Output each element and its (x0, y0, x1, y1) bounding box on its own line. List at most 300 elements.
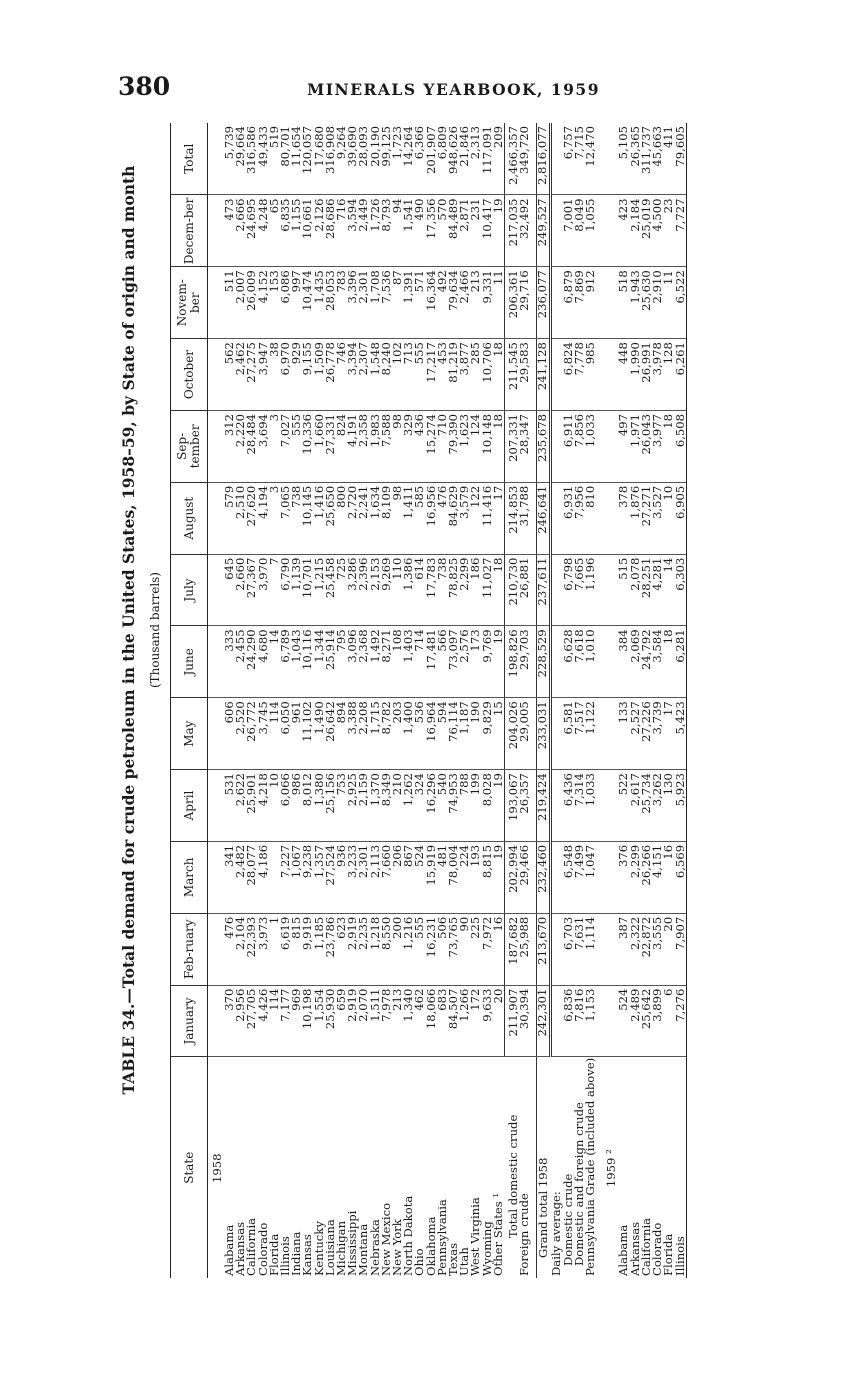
cell-value: 7,978 (381, 985, 392, 1057)
row-label: Pennsylvania (434, 1199, 449, 1276)
cell-value: 1,185 (314, 913, 325, 985)
cell-value: 27,620 (246, 482, 257, 554)
cell-value: 25,901 (246, 770, 257, 842)
cell-value: 585 (414, 482, 425, 554)
cell-value: 476 (224, 913, 235, 985)
cell-value: 98 (392, 410, 403, 482)
cell-value: 10,198 (302, 985, 313, 1057)
cell-value: 8,815 (482, 841, 493, 913)
cell-value: 87 (392, 267, 403, 339)
cell-value: 19 (493, 841, 505, 913)
cell-value: 436 (414, 410, 425, 482)
cell-value: 1,943 (630, 267, 641, 339)
section-heading: 1958 (209, 1153, 224, 1183)
cell-value: 6,931 (563, 482, 574, 554)
section-heading: 1959 ² (604, 1149, 619, 1188)
cell-value: 515 (618, 554, 629, 626)
cell-value: 6,548 (563, 841, 574, 913)
cell-value: 1,490 (314, 698, 325, 770)
cell-value: 7,536 (381, 267, 392, 339)
cell-value: 6,569 (675, 841, 687, 913)
cell-value: 8,109 (381, 482, 392, 554)
cell-value: 7,001 (563, 195, 574, 267)
cell-value: 912 (585, 267, 596, 339)
cell-value: 710 (437, 410, 448, 482)
column-header: March (171, 841, 208, 913)
cell-value: 2,069 (630, 626, 641, 698)
cell-value: 16 (663, 841, 674, 913)
cell-value: 522 (618, 770, 629, 842)
cell-value: 124 (470, 410, 481, 482)
cell-value: 25,642 (641, 985, 652, 1057)
cell-value: 4,281 (652, 554, 663, 626)
cell-value: 26,357 (519, 770, 530, 842)
cell-value: 810 (585, 482, 596, 554)
cell-value: 316,908 (325, 123, 336, 195)
cell-value: 6,281 (675, 626, 687, 698)
column-header: Decem-ber (171, 195, 208, 267)
cell-value: 18,066 (426, 985, 437, 1057)
column-header: August (171, 482, 208, 554)
cell-value: 7,816 (574, 985, 585, 1057)
cell-value: 241,128 (537, 339, 550, 411)
cell-value: 5,739 (224, 123, 235, 195)
cell-value: 6,809 (437, 123, 448, 195)
row-label: North Dakota (401, 1195, 416, 1276)
cell-value: 11 (493, 267, 505, 339)
cell-value: 20 (493, 985, 505, 1057)
cell-value: 23 (663, 195, 674, 267)
cell-value: 108 (392, 626, 403, 698)
cell-value: 7,499 (574, 841, 585, 913)
cell-value: 9,238 (302, 841, 313, 913)
cell-value: 7,727 (675, 195, 687, 267)
row-label: Florida (266, 1233, 281, 1276)
cell-value: 555 (414, 913, 425, 985)
cell-value: 7,972 (482, 913, 493, 985)
cell-value: 2,368 (358, 626, 369, 698)
cell-value: 10,706 (482, 339, 493, 411)
cell-value: 6,905 (675, 482, 687, 554)
cell-value: 28,251 (641, 554, 652, 626)
cell-value: 9,269 (381, 554, 392, 626)
cell-value: 7,778 (574, 339, 585, 411)
cell-value: 211,907 (505, 985, 520, 1057)
cell-value: 16,364 (426, 267, 437, 339)
column-header: April (171, 770, 208, 842)
cell-value: 173 (470, 626, 481, 698)
row-label: Foreign crude (517, 1193, 532, 1276)
table-row (537, 123, 550, 1278)
cell-value: 4,194 (258, 482, 269, 554)
column-header: Novem-ber (171, 267, 208, 339)
cell-value: 3,286 (347, 554, 358, 626)
cell-value: 19 (493, 626, 505, 698)
cell-value: 985 (585, 339, 596, 411)
cell-value: 16 (493, 913, 505, 985)
cell-value: 29,703 (519, 626, 530, 698)
row-label: Montana (356, 1223, 371, 1276)
cell-value: 224 (459, 841, 470, 913)
cell-value: 1,357 (314, 841, 325, 913)
cell-value: 2,455 (235, 626, 246, 698)
cell-value: 2,482 (235, 841, 246, 913)
cell-value: 815 (291, 913, 302, 985)
cell-value: 25,458 (325, 554, 336, 626)
table-container (170, 123, 810, 1278)
cell-value: 10,148 (482, 410, 493, 482)
table-row (519, 123, 530, 1278)
row-label: Illinois (278, 1236, 293, 1276)
cell-value: 206,361 (505, 267, 520, 339)
cell-value: 1,400 (403, 698, 414, 770)
cell-value: 80,701 (280, 123, 291, 195)
cell-value: 1,492 (370, 626, 381, 698)
cell-value: 249,527 (537, 195, 550, 267)
row-label: Indiana (289, 1231, 304, 1276)
cell-value: 228,529 (537, 626, 550, 698)
cell-value: 6,757 (563, 123, 574, 195)
cell-value: 120,057 (302, 123, 313, 195)
cell-value: 1,055 (585, 195, 596, 267)
cell-value: 193,067 (505, 770, 520, 842)
cell-value: 10,336 (302, 410, 313, 482)
cell-value: 2,466,357 (505, 123, 520, 195)
cell-value: 14,264 (403, 123, 414, 195)
column-header: October (171, 339, 208, 411)
cell-value: 948,626 (448, 123, 459, 195)
row-label: Arkansas (627, 1221, 642, 1276)
row-label: Illinois (675, 1057, 687, 1278)
cell-value: 14 (663, 554, 674, 626)
cell-value: 1,708 (370, 267, 381, 339)
cell-value: 8,049 (574, 195, 585, 267)
cell-value: 7,856 (574, 410, 585, 482)
cell-value: 27,705 (246, 985, 257, 1057)
cell-value: 2,159 (358, 770, 369, 842)
cell-value: 11,416 (482, 482, 493, 554)
rotated-table (170, 123, 810, 1278)
cell-value: 8,550 (381, 913, 392, 985)
cell-value: 3,233 (347, 841, 358, 913)
row-label: Oklahoma (423, 1216, 438, 1276)
row-label: Pennsylvania Grade (included above) (583, 1057, 598, 1276)
cell-value: 214,853 (505, 482, 520, 554)
cell-value: 7,869 (574, 267, 585, 339)
cell-value: 45,663 (652, 123, 663, 195)
cell-value: 316,586 (246, 123, 257, 195)
cell-value: 1,187 (459, 698, 470, 770)
cell-value: 1,262 (403, 770, 414, 842)
cell-value: 1,153 (585, 985, 596, 1057)
cell-value: 579 (224, 482, 235, 554)
cell-value: 7,665 (574, 554, 585, 626)
cell-value: 84,629 (448, 482, 459, 554)
cell-value: 10,701 (302, 554, 313, 626)
cell-value: 3,579 (459, 482, 470, 554)
cell-value: 27,524 (325, 841, 336, 913)
cell-value: 2,489 (630, 985, 641, 1057)
demand-table (170, 123, 687, 1278)
cell-value: 7,660 (381, 841, 392, 913)
cell-value: 99,125 (381, 123, 392, 195)
cell-value: 232,460 (537, 841, 550, 913)
cell-value: 8,012 (302, 770, 313, 842)
cell-value: 1,139 (291, 554, 302, 626)
cell-value: 7,065 (280, 482, 291, 554)
cell-value: 17,783 (426, 554, 437, 626)
row-label: Alabama (616, 1224, 631, 1276)
cell-value: 606 (224, 698, 235, 770)
cell-value: 39,690 (347, 123, 358, 195)
cell-value: 6,619 (280, 913, 291, 985)
running-title: MINERALS YEARBOOK, 1959 (307, 80, 600, 99)
cell-value: 285 (470, 339, 481, 411)
row-label: Domestic crude (560, 1173, 575, 1266)
cell-value: 2,617 (630, 770, 641, 842)
cell-value: 4,218 (258, 770, 269, 842)
cell-value: 1,660 (314, 410, 325, 482)
cell-value: 206 (392, 841, 403, 913)
cell-value: 213 (470, 267, 481, 339)
table-body (208, 123, 687, 1278)
page-number: 380 (118, 72, 171, 101)
cell-value: 14 (269, 626, 280, 698)
cell-value: 98 (392, 482, 403, 554)
cell-value: 969 (291, 985, 302, 1057)
cell-value: 1,266 (459, 985, 470, 1057)
cell-value: 25,630 (641, 267, 652, 339)
cell-value: 1,726 (370, 195, 381, 267)
cell-value: 153 (269, 267, 280, 339)
cell-value: 16,231 (426, 913, 437, 985)
cell-value: 311,737 (641, 123, 652, 195)
cell-value: 312 (224, 410, 235, 482)
cell-value: 10,145 (302, 482, 313, 554)
cell-value: 3,394 (347, 339, 358, 411)
cell-value: 114 (269, 698, 280, 770)
cell-value: 236,077 (537, 267, 550, 339)
cell-value: 8,240 (381, 339, 392, 411)
cell-value: 225 (470, 913, 481, 985)
cell-value: 1,391 (403, 267, 414, 339)
cell-value: 6 (663, 985, 674, 1057)
cell-value: 497 (618, 410, 629, 482)
cell-value: 27,367 (246, 554, 257, 626)
cell-value: 1,033 (585, 410, 596, 482)
cell-value: 490 (414, 195, 425, 267)
cell-value: 28,484 (246, 410, 257, 482)
cell-value: 237,611 (537, 554, 550, 626)
table-row (493, 123, 505, 1278)
cell-value: 378 (618, 482, 629, 554)
cell-value: 7,227 (280, 841, 291, 913)
row-label: Arkansas (233, 1221, 248, 1276)
cell-value: 4,186 (258, 841, 269, 913)
cell-value: 997 (291, 267, 302, 339)
cell-value: 25,156 (325, 770, 336, 842)
cell-value: 25,988 (519, 913, 530, 985)
cell-value: 186 (470, 554, 481, 626)
cell-value: 614 (414, 554, 425, 626)
cell-value: 1,990 (630, 339, 641, 411)
cell-value: 30,394 (519, 985, 530, 1057)
cell-value: 7,715 (574, 123, 585, 195)
cell-value: 203 (392, 698, 403, 770)
cell-value: 26,772 (246, 698, 257, 770)
cell-value: 79,605 (675, 123, 687, 195)
cell-value: 26,266 (641, 841, 652, 913)
cell-value: 23,786 (325, 913, 336, 985)
cell-value: 6,824 (563, 339, 574, 411)
cell-value: 3,262 (652, 770, 663, 842)
cell-value: 562 (224, 339, 235, 411)
cell-value: 11,102 (302, 698, 313, 770)
cell-value: 24,290 (246, 626, 257, 698)
cell-value: 1,386 (403, 554, 414, 626)
cell-value: 114 (269, 985, 280, 1057)
cell-value: 3,977 (652, 410, 663, 482)
cell-value: 84,489 (448, 195, 459, 267)
cell-value: 3,877 (459, 339, 470, 411)
cell-value: 7 (269, 554, 280, 626)
cell-value: 76,114 (448, 698, 459, 770)
cell-value: 349,720 (519, 123, 530, 195)
cell-value: 9,331 (482, 267, 493, 339)
cell-value: 65 (269, 195, 280, 267)
cell-value: 22,872 (641, 913, 652, 985)
cell-value: 1,010 (585, 626, 596, 698)
row-label: Colorado (255, 1222, 270, 1276)
row-label: New Mexico (378, 1202, 393, 1276)
cell-value: 6,436 (563, 770, 574, 842)
cell-value: 1,047 (585, 841, 596, 913)
cell-value: 2,070 (358, 985, 369, 1057)
cell-value: 540 (437, 770, 448, 842)
cell-value: 370 (224, 985, 235, 1057)
cell-value: 795 (336, 626, 347, 698)
cell-value: 2,462 (235, 339, 246, 411)
cell-value: 3,694 (258, 410, 269, 482)
cell-value: 1,715 (370, 698, 381, 770)
cell-value: 22,393 (246, 913, 257, 985)
table-row (675, 123, 687, 1278)
row-label: Daily average: (548, 1191, 563, 1276)
cell-value: 1,435 (314, 267, 325, 339)
cell-value: 716 (336, 195, 347, 267)
cell-value: 448 (618, 339, 629, 411)
cell-value: 2,301 (358, 267, 369, 339)
cell-value: 9,264 (336, 123, 347, 195)
cell-value: 481 (437, 841, 448, 913)
row-label: Nebraska (367, 1219, 382, 1276)
cell-value: 2,510 (235, 482, 246, 554)
cell-value: 10,116 (302, 626, 313, 698)
cell-value: 3,584 (652, 626, 663, 698)
cell-value: 7,517 (574, 698, 585, 770)
cell-value: 10,417 (482, 195, 493, 267)
cell-value: 2,235 (358, 913, 369, 985)
cell-value: 2,322 (630, 913, 641, 985)
row-label: Texas (446, 1242, 461, 1276)
cell-value: 25,734 (641, 770, 652, 842)
column-header: July (171, 554, 208, 626)
cell-value: 6,086 (280, 267, 291, 339)
cell-value: 6,789 (280, 626, 291, 698)
cell-value: 9,829 (482, 698, 493, 770)
cell-value: 738 (291, 482, 302, 554)
cell-value: 1,196 (585, 554, 596, 626)
cell-value: 929 (291, 339, 302, 411)
cell-value: 9,919 (302, 913, 313, 985)
cell-value: 9,155 (302, 339, 313, 411)
cell-value: 12,470 (585, 123, 596, 195)
cell-value: 5,923 (675, 770, 687, 842)
cell-value: 6,798 (563, 554, 574, 626)
cell-value: 199 (470, 770, 481, 842)
cell-value: 78,004 (448, 841, 459, 913)
cell-value: 462 (414, 985, 425, 1057)
cell-value: 24,695 (246, 195, 257, 267)
cell-value: 79,390 (448, 410, 459, 482)
cell-value: 4,500 (652, 195, 663, 267)
cell-value: 800 (336, 482, 347, 554)
cell-value: 6,366 (414, 123, 425, 195)
cell-value: 16,964 (426, 698, 437, 770)
cell-value: 29,005 (519, 698, 530, 770)
cell-value: 623 (336, 913, 347, 985)
cell-value: 2,576 (459, 626, 470, 698)
cell-value: 201,907 (426, 123, 437, 195)
cell-value: 27,331 (325, 410, 336, 482)
cell-value: 26,642 (325, 698, 336, 770)
cell-value: 11 (663, 267, 674, 339)
cell-value: 17,217 (426, 339, 437, 411)
cell-value: 7,314 (574, 770, 585, 842)
cell-value: 94 (392, 195, 403, 267)
cell-value: 25,650 (325, 482, 336, 554)
cell-value: 4,151 (652, 841, 663, 913)
cell-value: 1,623 (459, 410, 470, 482)
cell-value: 16,956 (426, 482, 437, 554)
row-label: West Virginia (468, 1197, 483, 1276)
cell-value: 4,680 (258, 626, 269, 698)
cell-value: 3,396 (347, 267, 358, 339)
cell-value: 17,680 (314, 123, 325, 195)
cell-value: 824 (336, 410, 347, 482)
cell-value: 1,122 (585, 698, 596, 770)
cell-value: 18 (493, 339, 505, 411)
cell-value: 15,274 (426, 410, 437, 482)
cell-value: 4,191 (347, 410, 358, 482)
cell-value: 1,548 (370, 339, 381, 411)
cell-value: 24,792 (641, 626, 652, 698)
cell-value: 1,218 (370, 913, 381, 985)
cell-value: 3,388 (347, 698, 358, 770)
cell-value: 73,765 (448, 913, 459, 985)
cell-value: 2,307 (358, 339, 369, 411)
cell-value: 3 (269, 410, 280, 482)
cell-value: 511 (224, 267, 235, 339)
row-label: Alabama (222, 1224, 236, 1276)
cell-value: 9,633 (482, 985, 493, 1057)
cell-value: 7,956 (574, 482, 585, 554)
cell-value: 384 (618, 626, 629, 698)
cell-value: 2,104 (235, 913, 246, 985)
cell-value: 2,466 (459, 267, 470, 339)
cell-value: 7,177 (280, 985, 291, 1057)
cell-value: 6,836 (563, 985, 574, 1057)
